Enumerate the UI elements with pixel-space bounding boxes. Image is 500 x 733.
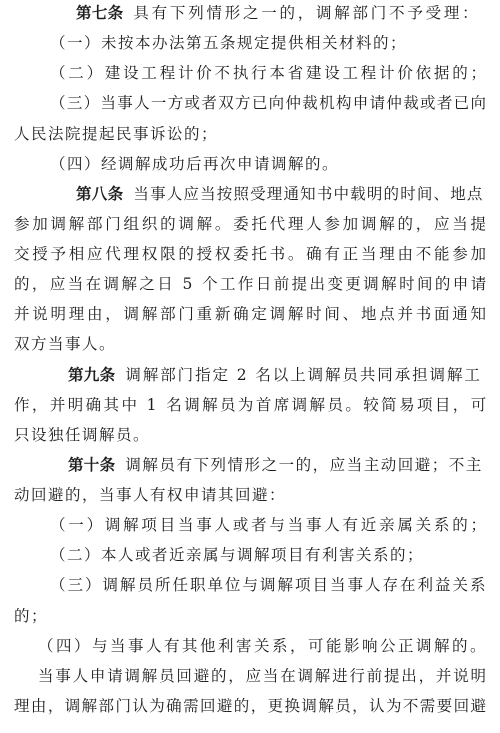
article-8-line-3: 交授予相应代理权限的授权委托书。确有正当理由不能参加 [14,245,489,264]
article-9-line-2: 作，并明确其中 1 名调解员为首席调解员。较简易项目，可 [14,395,489,414]
article-8-line-4: 的，应当在调解之日 5 个工作日前提出变更调解时间的申请 [14,275,489,294]
article-7-item-3-line-1: （三）当事人一方或者双方已向仲裁机构申请仲裁或者已向 [50,94,488,113]
article-10-item-3-line-1: （三）调解员所任职单位与调解项目当事人存在利益关系 [50,576,488,595]
article-10-item-1: （一）调解项目当事人或者与当事人有近亲属关系的； [50,516,489,535]
article-10-item-4: （四）与当事人有其他利害关系，可能影响公正调解的。 [38,636,489,655]
article-10-para-line-1: 当事人申请调解员回避的，应当在调解进行前提出，并说明 [38,666,488,685]
article-10-text-1: 调解员有下列情形之一的，应当主动回避；不主 [125,455,483,474]
article-7-item-3-line-2: 人民法院提起民事诉讼的； [14,124,219,143]
article-7-item-1: （一）未按本办法第五条规定提供相关材料的； [50,34,408,53]
article-10-line-1 [68,452,483,478]
article-8-heading: 第八条 [76,184,124,203]
article-10-para-line-2: 理由，调解部门认为确需回避的，更换调解员，认为不需要回避 [14,697,488,715]
article-10-item-3-line-2: 的； [14,606,49,625]
article-7-heading: 第七条 [76,4,124,22]
article-7-item-4: （四）经调解成功后再次申请调解的。 [50,154,340,173]
article-7-item-2: （二）建设工程计价不执行本省建设工程计价依据的； [50,64,489,83]
article-10-line-2: 动回避的，当事人有权申请其回避： [14,486,287,505]
article-9-line-3: 只设独任调解员。 [14,425,151,444]
article-7-intro-line [76,0,480,26]
article-10-heading: 第十条 [68,455,116,474]
article-8-line-6: 双方当事人。 [14,335,117,354]
article-9-text-1: 调解部门指定 2 名以上调解员共同承担调解工 [125,365,482,384]
article-8-text-1: 当事人应当按照受理通知书中载明的时间、地点 [133,184,484,203]
article-9-line-1 [68,362,482,388]
article-9-heading: 第九条 [68,365,116,384]
article-8-line-5: 并说明理由，调解部门重新确定调解时间、地点并书面通知 [14,305,489,324]
article-7-intro: 具有下列情形之一的，调解部门不予受理： [133,4,481,22]
article-10-item-2: （二）本人或者近亲属与调解项目有利害关系的； [50,546,425,565]
article-8-line-2: 参加调解部门组织的调解。委托代理人参加调解的，应当提 [14,214,489,233]
article-8-line-1 [76,181,484,207]
